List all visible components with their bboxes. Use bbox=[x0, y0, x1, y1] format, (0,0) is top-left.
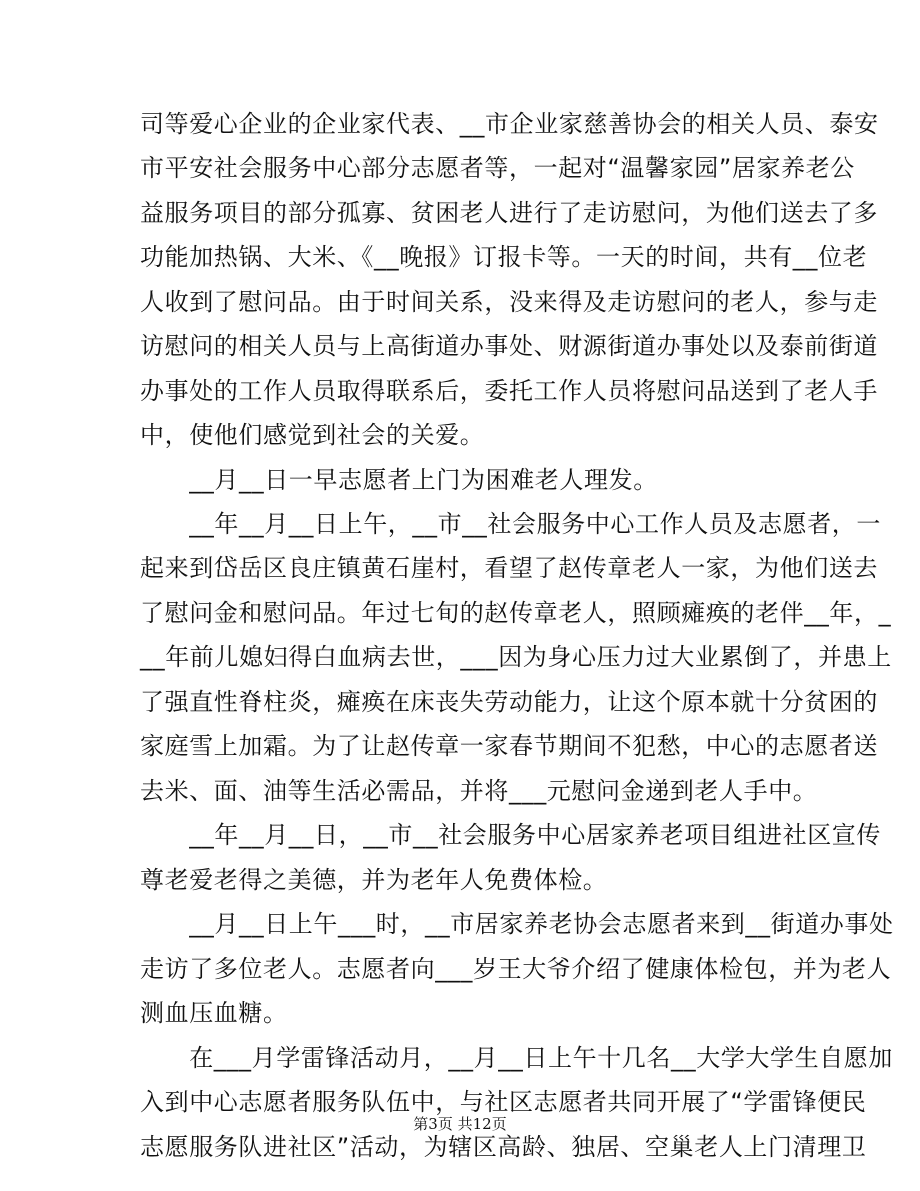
text-line: 入到中心志愿者服务队伍中，与社区志愿者共同开展了“学雷锋便民 bbox=[140, 1088, 867, 1116]
text-line: 办事处的工作人员取得联系后，委托工作人员将慰问品送到了老人手 bbox=[140, 377, 878, 405]
paragraph-first-line: __年__月__日，__市__社会服务中心居家养老项目组进社区宣传 bbox=[140, 821, 881, 849]
text-line: 司等爱心企业的企业家代表、__市企业家慈善协会的相关人员、泰安 bbox=[140, 110, 879, 138]
text-line: 走访了多位老人。志愿者向___岁王大爷介绍了健康体检包，并为老人 bbox=[140, 955, 892, 983]
text-line: 家庭雪上加霜。为了让赵传章一家春节期间不犯愁，中心的志愿者送 bbox=[140, 732, 878, 760]
text-line: 了慰问金和慰问品。年过七旬的赵传章老人，照顾瘫痪的老伴__年，_ bbox=[140, 599, 892, 627]
page-number: 第3页 共12页 bbox=[413, 1115, 507, 1133]
paragraph-first-line: 在___月学雷锋活动月，__月__日上午十几名__大学大学生自愿加 bbox=[140, 1044, 893, 1072]
text-line: 功能加热锅、大米、《__晚报》订报卡等。一天的时间，共有__位老 bbox=[140, 243, 868, 271]
paragraph-first-line: __年__月__日上午，__市__社会服务中心工作人员及志愿者，一 bbox=[140, 510, 881, 538]
text-line: 测血压血糖。 bbox=[140, 999, 288, 1027]
text-line: 起来到岱岳区良庄镇黄石崖村，看望了赵传章老人一家，为他们送去 bbox=[140, 554, 878, 582]
text-line: 去米、面、油等生活必需品，并将___元慰问金递到老人手中。 bbox=[140, 777, 818, 805]
text-line: 尊老爱老得之美德，并为老年人免费体检。 bbox=[140, 866, 608, 894]
text-line: 志愿服务队进社区”活动，为辖区高龄、独居、空巢老人上门清理卫 bbox=[140, 1133, 867, 1161]
text-line: 市平安社会服务中心部分志愿者等，一起对“温馨家园”居家养老公 bbox=[140, 154, 855, 182]
text-line: 访慰问的相关人员与上高街道办事处、财源街道办事处以及泰前街道 bbox=[140, 332, 878, 360]
text-line: __年前儿媳妇得白血病去世，___因为身心压力过大业累倒了，并患上 bbox=[140, 643, 892, 671]
paragraph-first-line: __月__日一早志愿者上门为困难老人理发。 bbox=[140, 466, 658, 494]
text-line: 益服务项目的部分孤寡、贫困老人进行了走访慰问，为他们送去了多 bbox=[140, 199, 878, 227]
text-line: 了强直性脊柱炎，瘫痪在床丧失劳动能力，让这个原本就十分贫困的 bbox=[140, 688, 878, 716]
text-line: 人收到了慰问品。由于时间关系，没来得及走访慰问的老人，参与走 bbox=[140, 288, 878, 316]
paragraph-first-line: __月__日上午___时，__市居家养老协会志愿者来到__街道办事处 bbox=[140, 910, 894, 938]
text-line: 中，使他们感觉到社会的关爱。 bbox=[140, 421, 485, 449]
